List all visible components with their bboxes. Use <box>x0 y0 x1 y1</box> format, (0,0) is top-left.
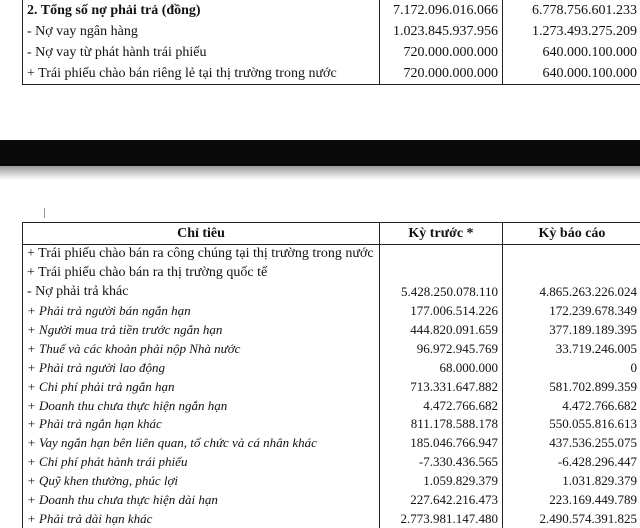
row-value-current: 223.169.449.789 <box>503 491 640 510</box>
row-value-previous: 2.773.981.147.480 <box>380 509 503 528</box>
table-row <box>23 509 640 528</box>
row-label: + Trái phiếu chào bán riêng lẻ tại thị trường trong nước <box>23 63 380 85</box>
row-value-previous: 177.006.514.226 <box>380 302 503 321</box>
row-label: - Nợ vay ngân hàng <box>23 21 380 42</box>
table-row <box>23 264 640 283</box>
table-header-row <box>23 223 640 245</box>
row-value-previous: 5.428.250.078.110 <box>380 283 503 302</box>
row-label: + Người mua trả tiền trước ngắn hạn <box>23 321 380 340</box>
row-value-previous: 185.046.766.947 <box>380 434 503 453</box>
table-row <box>23 42 640 63</box>
row-value-current: 377.189.189.395 <box>503 321 640 340</box>
row-value-previous: -7.330.436.565 <box>380 453 503 472</box>
row-value-current: 4.865.263.226.024 <box>503 283 640 302</box>
row-value-current: 1.031.829.379 <box>503 472 640 491</box>
table-row <box>23 321 640 340</box>
row-value-current: 1.273.493.275.209 <box>503 21 640 42</box>
header-chi-tieu: Chỉ tiêu <box>23 223 380 245</box>
row-label: + Phải trả người bán ngắn hạn <box>23 302 380 321</box>
row-value-previous: 96.972.945.769 <box>380 339 503 358</box>
row-value-current: 640.000.100.000 <box>503 42 640 63</box>
row-value-previous: 713.331.647.882 <box>380 377 503 396</box>
row-value-current: 640.000.100.000 <box>503 63 640 85</box>
row-value-previous: 4.472.766.682 <box>380 396 503 415</box>
row-label: 2. Tổng số nợ phải trả (đồng) <box>23 0 380 21</box>
row-label: + Chi phí phát hành trái phiếu <box>23 453 380 472</box>
table-row <box>23 396 640 415</box>
row-value-previous: 720.000.000.000 <box>380 63 503 85</box>
row-value-previous: 1.023.845.937.956 <box>380 21 503 42</box>
row-value-previous: 227.642.216.473 <box>380 491 503 510</box>
row-value-previous: 68.000.000 <box>380 358 503 377</box>
row-label: + Doanh thu chưa thực hiện ngắn hạn <box>23 396 380 415</box>
table-row <box>23 0 640 21</box>
table-row <box>23 302 640 321</box>
row-label: + Quỹ khen thưởng, phúc lợi <box>23 472 380 491</box>
row-value-previous <box>380 264 503 283</box>
row-value-current: 172.239.678.349 <box>503 302 640 321</box>
row-value-previous: 444.820.091.659 <box>380 321 503 340</box>
table-row <box>23 245 640 264</box>
table-row <box>23 453 640 472</box>
table-row <box>23 283 640 302</box>
scan-shadow <box>0 166 640 180</box>
row-label: + Phải trả ngắn hạn khác <box>23 415 380 434</box>
main-table <box>22 222 640 528</box>
table-row <box>23 377 640 396</box>
table-row <box>23 434 640 453</box>
row-label: + Doanh thu chưa thực hiện dài hạn <box>23 491 380 510</box>
table-row <box>23 358 640 377</box>
row-value-current: 550.055.816.613 <box>503 415 640 434</box>
row-label: + Thuế và các khoản phải nộp Nhà nước <box>23 339 380 358</box>
row-label: + Vay ngắn hạn bên liên quan, tổ chức và cá nhân khác <box>23 434 380 453</box>
header-ky-bao-cao: Kỳ báo cáo <box>503 223 640 245</box>
table-row <box>23 63 640 85</box>
table-row <box>23 491 640 510</box>
row-value-current: 581.702.899.359 <box>503 377 640 396</box>
row-label: - Nợ phải trả khác <box>23 283 380 302</box>
row-value-current: 33.719.246.005 <box>503 339 640 358</box>
row-value-previous: 7.172.096.016.066 <box>380 0 503 21</box>
row-value-current: -6.428.296.447 <box>503 453 640 472</box>
row-value-previous: 811.178.588.178 <box>380 415 503 434</box>
row-value-current: 2.490.574.391.825 <box>503 509 640 528</box>
table-row <box>23 339 640 358</box>
row-value-current <box>503 264 640 283</box>
row-value-current: 437.536.255.075 <box>503 434 640 453</box>
row-value-previous <box>380 245 503 264</box>
scan-mark <box>44 208 45 218</box>
row-value-previous: 1.059.829.379 <box>380 472 503 491</box>
header-ky-truoc: Kỳ trước * <box>380 223 503 245</box>
row-label: + Trái phiếu chào bán ra công chúng tại thị trường trong nước <box>23 245 380 264</box>
table-row <box>23 472 640 491</box>
row-label: - Nợ vay từ phát hành trái phiếu <box>23 42 380 63</box>
top-table <box>22 0 640 85</box>
row-value-current: 6.778.756.601.233 <box>503 0 640 21</box>
table-row <box>23 21 640 42</box>
row-label: + Chi phí phải trả ngắn hạn <box>23 377 380 396</box>
table-row <box>23 415 640 434</box>
row-label: + Trái phiếu chào bán ra thị trường quốc tế <box>23 264 380 283</box>
row-value-current <box>503 245 640 264</box>
row-label: + Phải trả người lao động <box>23 358 380 377</box>
row-value-previous: 720.000.000.000 <box>380 42 503 63</box>
black-divider-band <box>0 140 640 166</box>
row-value-current: 0 <box>503 358 640 377</box>
row-value-current: 4.472.766.682 <box>503 396 640 415</box>
row-label: + Phải trả dài hạn khác <box>23 509 380 528</box>
